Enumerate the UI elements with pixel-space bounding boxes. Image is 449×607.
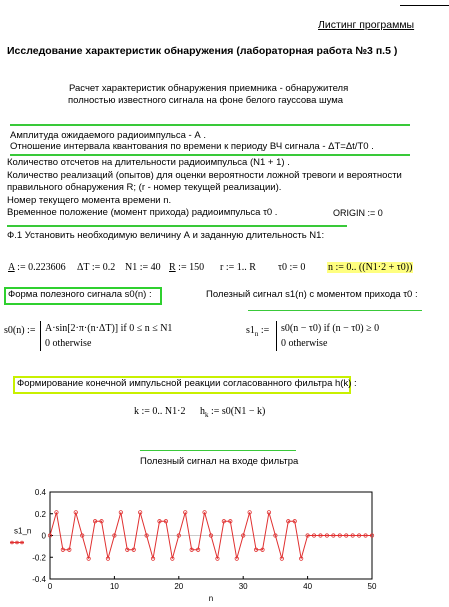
shifted-signal-label: Полезный сигнал s1(n) с моментом прихода τ0 : <box>206 289 418 300</box>
separator-line-1 <box>10 124 410 126</box>
step-1-text: Ф.1 Установить необходимую величину А и заданную длительность N1: <box>7 230 325 241</box>
s1-def-row-1: s0(n − τ0) if (n − τ0) ≥ 0 <box>281 323 380 334</box>
param-r: r := 1.. R <box>220 262 256 273</box>
def-position: Временное положение (момент прихода) радиоимпульса τ0 . <box>7 207 278 218</box>
filter-label: Формирование конечной импульсной реакции согласованного фильтра h(k) : <box>17 378 357 389</box>
separator-line-4 <box>248 310 422 311</box>
y-tick-label: -0.2 <box>32 553 46 563</box>
subtitle-line-1: Расчет характеристик обнаружения приемника - обнаружителя <box>69 83 349 94</box>
param-N1: N1 := 40 <box>125 262 161 273</box>
useful-signal-label: Форма полезного сигнала s0(n) : <box>8 289 152 300</box>
def-samples: Количество отсчетов на длительности радиоимпульса (N1 + 1) . <box>7 157 290 168</box>
param-t0: τ0 := 0 <box>278 262 306 273</box>
param-n-range: n := 0.. ((N1·2 + τ0)) <box>328 262 413 273</box>
param-A: A := 0.223606 <box>8 262 66 273</box>
def-quantization: Отношение интервала квантования по времени к периоду ВЧ сигнала - ΔT=Δt/T0 . <box>10 141 374 152</box>
x-tick-label: 10 <box>109 582 119 591</box>
listing-header: Листинг программы <box>318 19 415 31</box>
x-axis-label: n <box>208 594 214 603</box>
plot-title: Полезный сигнал на входе фильтра <box>140 456 299 467</box>
separator-line-3 <box>7 225 347 227</box>
s0-def-row-1: A·sin[2·π·(n·ΔT)] if 0 ≤ n ≤ N1 <box>45 323 173 334</box>
y-tick-label: 0 <box>41 531 46 541</box>
s1-brace <box>276 321 277 351</box>
separator-line-2 <box>10 154 410 156</box>
k-range-def: k := 0.. N1·2 <box>134 406 186 417</box>
y-tick-label: 0.2 <box>34 509 46 519</box>
x-tick-label: 50 <box>367 582 377 591</box>
def-amplitude: Амплитуда ожидаемого радиоимпульса - А . <box>10 130 206 141</box>
top-rule <box>400 5 449 6</box>
y-axis-label: s1_n <box>14 526 32 536</box>
s0-def-row-2: 0 otherwise <box>45 338 92 349</box>
page-title: Исследование характеристик обнаружения (лабораторная работа №3 п.5 ) <box>7 45 398 57</box>
x-tick-label: 30 <box>238 582 248 591</box>
plot-title-rule <box>140 450 296 451</box>
x-tick-label: 20 <box>174 582 184 591</box>
subtitle-line-2: полностью известного сигнала на фоне белого гауссова шума <box>68 95 344 106</box>
y-tick-label: -0.4 <box>32 575 46 584</box>
param-R: R := 150 <box>169 262 205 273</box>
s1-def-lhs: $s1_n$ := <box>246 325 270 338</box>
def-moment: Номер текущего момента времени n. <box>7 195 172 206</box>
s1-def-row-2: 0 otherwise <box>281 338 328 349</box>
signal-chart <box>0 477 449 607</box>
x-tick-label: 40 <box>303 582 313 591</box>
s0-def-lhs: s0(n) := <box>4 325 36 336</box>
param-dT: ΔT := 0.2 <box>77 262 116 273</box>
y-tick-label: 0.4 <box>34 488 46 497</box>
s0-brace <box>40 321 41 351</box>
h-def: $h_k$ := s0(N1 − k) <box>200 406 266 419</box>
x-tick-label: 0 <box>47 582 53 591</box>
origin-def: ORIGIN := 0 <box>333 208 383 218</box>
def-trials-1: Количество реализаций (опытов) для оценки вероятности ложной тревоги и вероятности <box>7 170 402 181</box>
def-trials-2: правильного обнаружения R; (r - номер текущей реализации). <box>7 182 282 193</box>
